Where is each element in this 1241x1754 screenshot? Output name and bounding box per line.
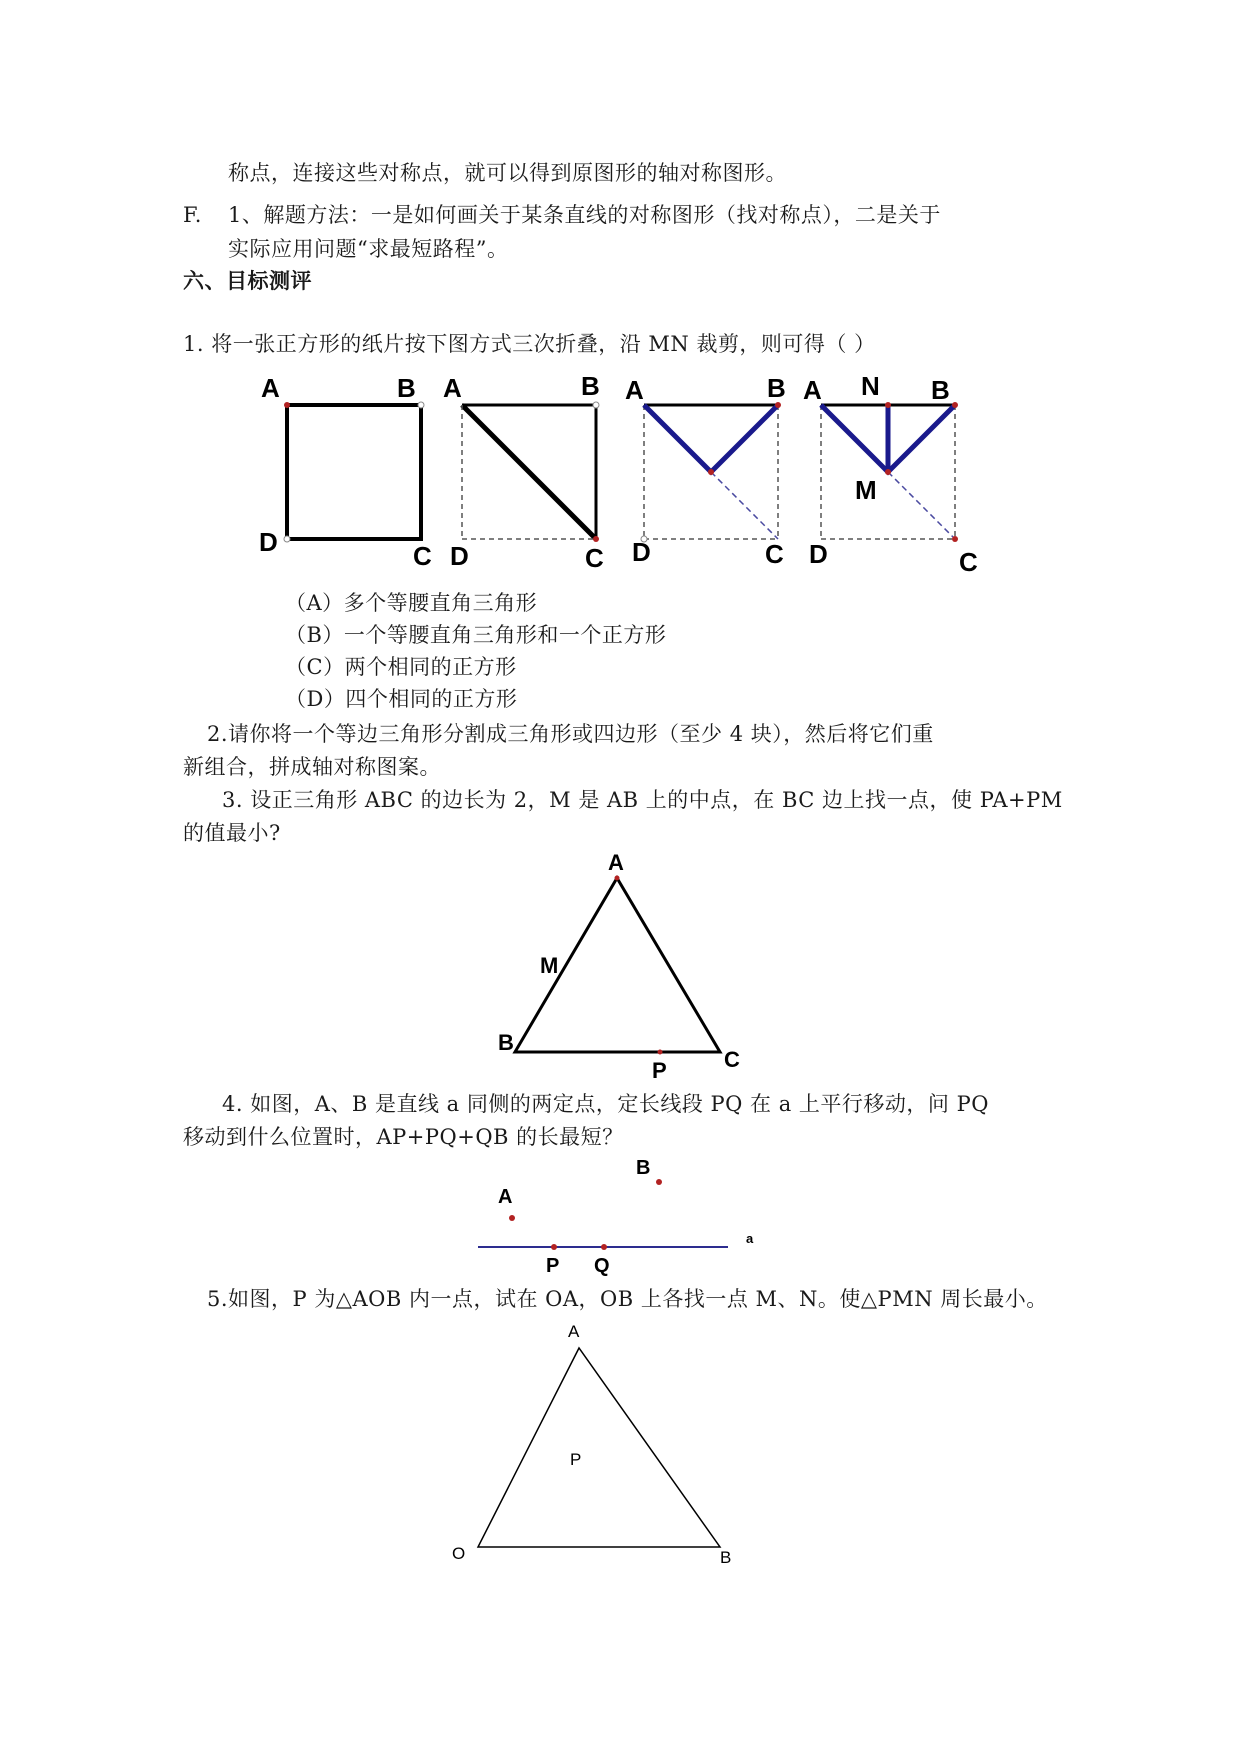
label-d: D: [450, 541, 469, 571]
label-b: B: [767, 373, 786, 403]
line-a-figure: [470, 1150, 770, 1290]
label-a: A: [261, 373, 280, 403]
triangle-aob-figure: [430, 1315, 800, 1575]
question-1: 1. 将一张正方形的纸片按下图方式三次折叠，沿 MN 裁剪，则可得（ ）: [183, 332, 876, 356]
label-b: B: [931, 375, 950, 405]
intro-line-1: 称点，连接这些对称点，就可以得到原图形的轴对称图形。: [228, 161, 787, 185]
question-5: 5.如图，P 为△AOB 内一点，试在 OA，OB 上各找一点 M、N。使△PMN 周长最小。: [207, 1287, 1048, 1311]
label-a: A: [443, 373, 462, 403]
question-2-line-1: 2.请你将一个等边三角形分割成三角形或四边形（至少 4 块），然后将它们重: [207, 722, 934, 746]
label-b: B: [636, 1157, 651, 1179]
fold-panel-3: [625, 373, 786, 569]
label-b: B: [720, 1548, 732, 1567]
point-a: [509, 1215, 515, 1221]
question-3-line-2: 的值最小?: [183, 821, 281, 845]
label-b: B: [581, 371, 600, 401]
label-p: P: [570, 1450, 582, 1469]
question-4-line-2: 移动到什么位置时，AP+PQ+QB 的长最短？: [183, 1125, 624, 1149]
label-c: C: [585, 543, 604, 573]
label-p: P: [546, 1255, 560, 1277]
label-d: D: [632, 537, 651, 567]
label-c: C: [724, 1047, 740, 1072]
label-b: B: [397, 373, 416, 403]
list-marker-f: F.: [183, 203, 202, 227]
question-4-line-1: 4. 如图，A、B 是直线 a 同侧的两定点，定长线段 PQ 在 a 上平行移动，问 PQ: [222, 1092, 989, 1116]
label-a: A: [803, 375, 822, 405]
point-p: [551, 1244, 557, 1250]
label-m: M: [855, 475, 877, 505]
point-b: [656, 1179, 662, 1185]
label-p: P: [652, 1058, 667, 1083]
label-a: A: [568, 1322, 580, 1341]
option-a: （A）多个等腰直角三角形: [285, 591, 538, 615]
label-b: B: [498, 1030, 514, 1055]
point-q: [601, 1244, 607, 1250]
label-a: A: [625, 375, 644, 405]
label-m: M: [540, 953, 559, 978]
option-c: （C）两个相同的正方形: [285, 655, 517, 679]
fold-panel-1: [259, 373, 432, 571]
folding-figure: [255, 365, 995, 575]
label-c: C: [413, 541, 432, 571]
fold-panel-2: [443, 371, 604, 573]
label-o: O: [452, 1544, 466, 1563]
option-b: （B）一个等腰直角三角形和一个正方形: [285, 623, 667, 647]
label-q: Q: [594, 1255, 610, 1277]
label-d: D: [809, 539, 828, 569]
label-c: C: [959, 547, 978, 577]
label-line-a: a: [746, 1231, 754, 1246]
label-n: N: [861, 371, 880, 401]
fold-panel-4: [803, 371, 978, 577]
label-c: C: [765, 539, 784, 569]
label-d: D: [259, 527, 278, 557]
question-2-line-2: 新组合，拼成轴对称图案。: [183, 755, 441, 779]
section-title: 六、目标测评: [183, 269, 312, 293]
question-3-line-1: 3. 设正三角形 ABC 的边长为 2，M 是 AB 上的中点，在 BC 边上找一点，使 PA+PM: [222, 788, 1063, 812]
triangle-aob: [478, 1348, 720, 1547]
label-a: A: [498, 1186, 513, 1208]
option-d: （D）四个相同的正方形: [285, 687, 518, 711]
triangle-abc-figure: [490, 845, 760, 1085]
method-line-1: 1、解题方法：一是如何画关于某条直线的对称图形（找对称点），二是关于: [228, 203, 941, 227]
method-line-2: 实际应用问题“求最短路程”。: [228, 237, 509, 261]
label-a: A: [608, 850, 624, 875]
